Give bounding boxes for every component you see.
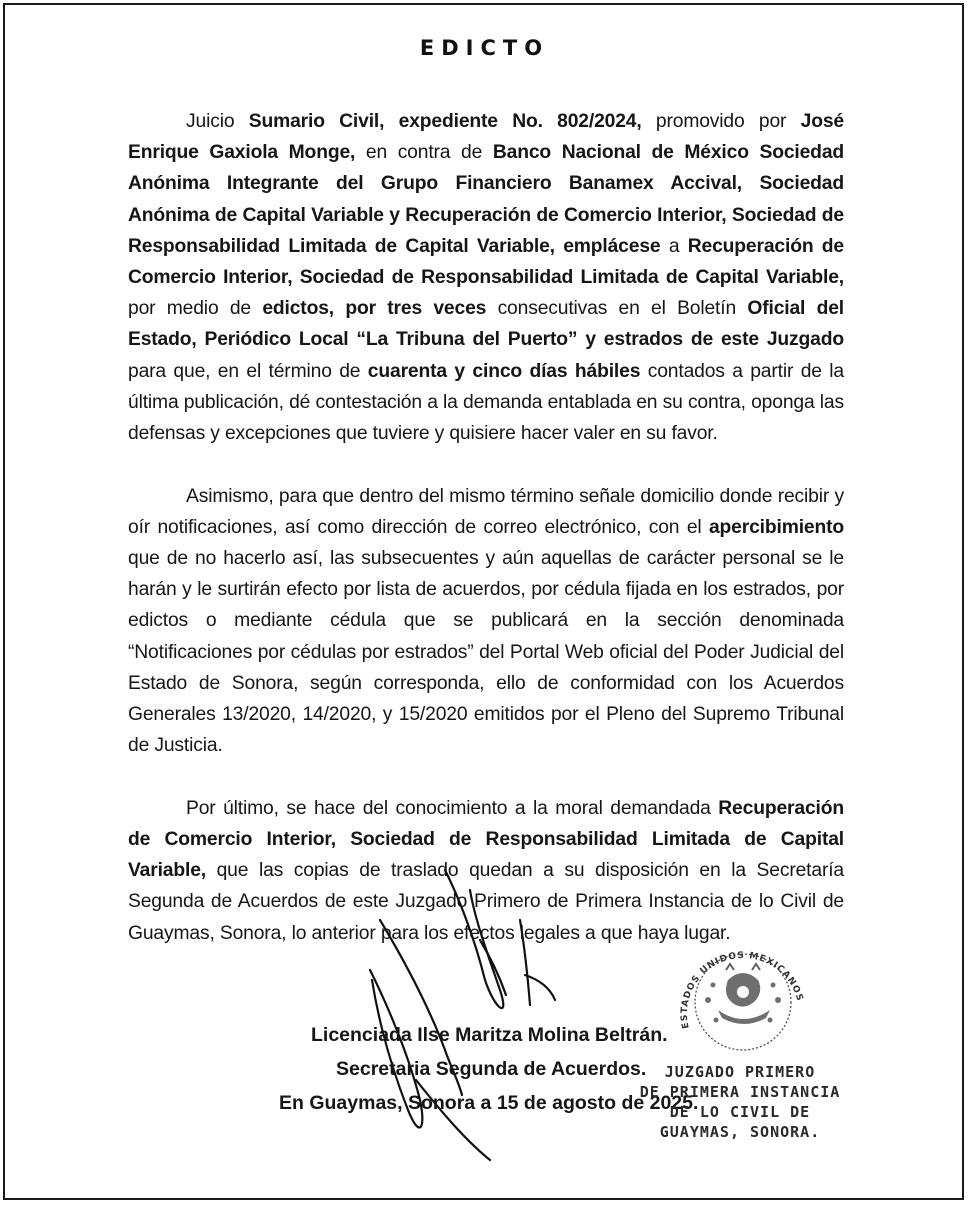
place-and-date: En Guaymas, Sonora a 15 de agosto de 2025. xyxy=(279,1092,699,1114)
text-run: consecutivas en el Boletín xyxy=(486,298,748,320)
svg-text:ESTADOS UNIDOS MEXICANOS: ESTADOS UNIDOS MEXICANOS xyxy=(679,950,805,1030)
text-run: para que, en el término de xyxy=(128,360,368,382)
signatory-role: Secretaria Segunda de Acuerdos. xyxy=(336,1058,647,1080)
bold-text-run: cuarenta y cinco días hábiles xyxy=(367,360,641,382)
bold-text-run: Sumario Civil, expediente No. 802/2024, xyxy=(248,111,642,132)
text-run: en contra de xyxy=(355,142,493,164)
text-run: que las copias de traslado quedan a su disposición en la Secretaría Segunda de Acuerdos de este Juzgado Primero de Primera Instancia de lo Civil de Guaymas, Sonora, lo anterior para los efectos legales a que haya lugar. xyxy=(128,860,844,944)
text-run: que de no hacerlo así, las subsecuentes y aún aquellas de carácter personal se le harán y le surtirán efecto por lista de acuerdos, por cédula fijada en los estrados, por edictos o mediante cédula que se publicará en la sección denominada “Notificaciones por cédulas por estrados” del Portal Web oficial del Poder Judicial del Estado de Sonora, según corresponda, ello de conformidad con los Acuerdos Generales 13/2020, 14/2020, y 15/2020 emitidos por el Pleno del Supremo Tribunal de Justicia. xyxy=(128,548,844,757)
paragraph-2 xyxy=(128,481,844,762)
bold-text-run: edictos, por tres veces xyxy=(262,298,487,320)
bold-text-run: Oficial del Estado, Periódico Local “La Tribuna del Puerto” y estrados de este Juzgado xyxy=(128,298,844,351)
text-run: Juicio xyxy=(186,111,249,132)
stamp-line-1: JUZGADO PRIMERO xyxy=(664,1063,816,1081)
stamp-line-2: DE PRIMERA INSTANCIA xyxy=(639,1083,841,1101)
text-run: Asimismo, para que dentro del mismo término señale domicilio donde recibir y oír notificaciones, así como dirección de correo electrónico, con el xyxy=(128,485,844,538)
court-stamp xyxy=(620,1062,860,1142)
document-body xyxy=(128,106,844,949)
text-run: por medio de xyxy=(128,298,263,320)
text-run: contados a partir de la última publicación, dé contestación a la demanda entablada en su contra, oponga las defensas y excepciones que tuviere y quisiere hacer valer en su favor. xyxy=(128,360,844,445)
official-seal-stamp xyxy=(668,940,816,1058)
bold-text-run: Recuperación de Comercio Interior, Sociedad de Responsabilidad Limitada de Capital Variable, xyxy=(128,235,844,289)
bold-text-run: apercibimiento xyxy=(708,516,844,538)
stamp-line-3: DE LO CIVIL DE xyxy=(669,1103,811,1121)
document-title: EDICTO xyxy=(419,36,550,60)
bold-text-run: Banco Nacional de México Sociedad Anónima Integrante del Grupo Financiero Banamex Accival, Sociedad Anónima de Capital Variable y Recuperación de Comercio Interior, Sociedad de Responsabilidad Limitada de Capital Variable, emplácese xyxy=(128,142,845,257)
paragraph-1 xyxy=(128,106,844,449)
text-run: promovido por xyxy=(641,111,801,132)
bold-text-run: Recuperación de Comercio Interior, Sociedad de Responsabilidad Limitada de Capital Variable, xyxy=(128,797,844,882)
text-run: Por último, se hace del conocimiento a la moral demandada xyxy=(186,797,719,819)
handwritten-signature xyxy=(350,860,600,1170)
stamp-line-4: GUAYMAS, SONORA. xyxy=(659,1123,821,1141)
signatory-name: Licenciada Ilse Maritza Molina Beltrán. xyxy=(311,1024,668,1046)
bold-text-run: José Enrique Gaxiola Monge, xyxy=(128,111,845,164)
text-run: a xyxy=(660,235,688,257)
